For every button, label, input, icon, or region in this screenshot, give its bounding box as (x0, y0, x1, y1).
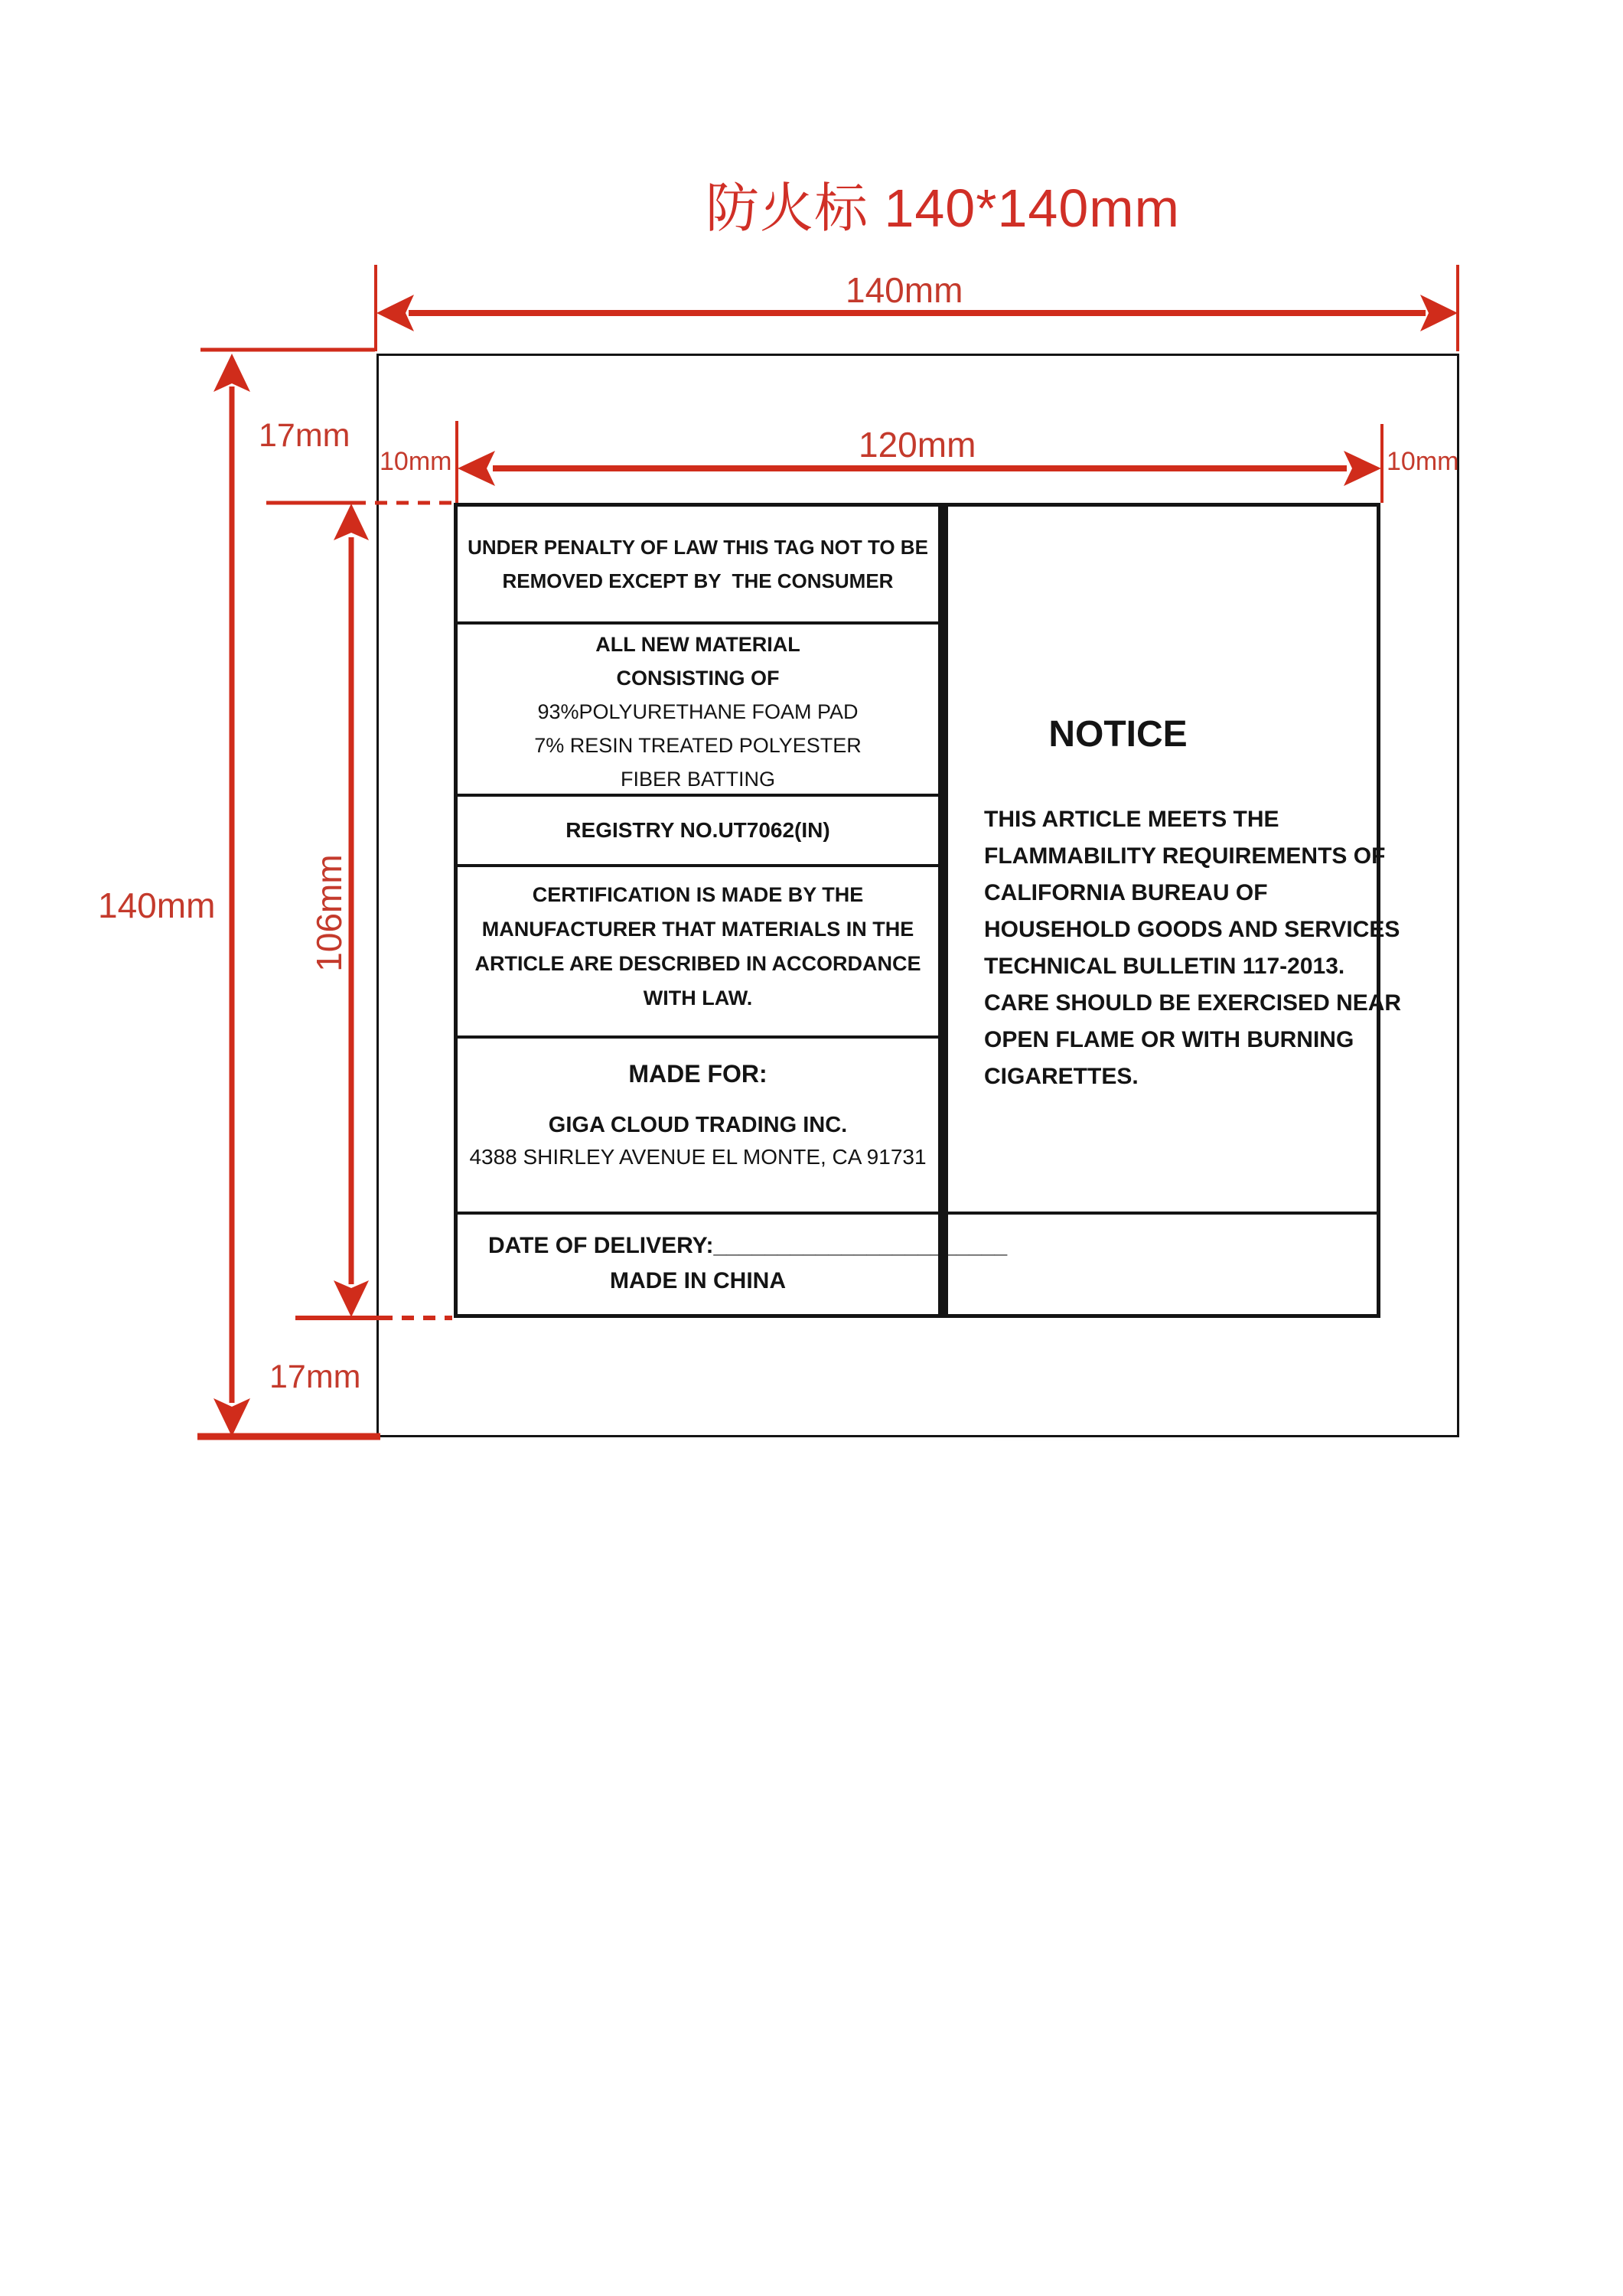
registry-number-text: REGISTRY NO.UT7062(IN) (565, 818, 830, 842)
date-of-delivery-label: DATE OF DELIVERY: (488, 1233, 714, 1258)
inner-print-area (454, 503, 1402, 1318)
made-in-china: MADE IN CHINA (610, 1268, 786, 1293)
registry-number (458, 797, 938, 864)
arrowhead-up (213, 354, 250, 392)
material-contents (458, 628, 938, 796)
row-divider-line-right (948, 1212, 1377, 1215)
row-divider-line (458, 864, 938, 867)
notice-body-line: CIGARETTES. (984, 1064, 1139, 1089)
notice-body-line: CALIFORNIA BUREAU OF (984, 880, 1268, 905)
notice-body-line: TECHNICAL BULLETIN 117-2013. (984, 954, 1345, 979)
notice-heading: NOTICE (1048, 714, 1188, 755)
dim-label-height-total: 140mm (98, 885, 216, 925)
arrowhead-right (1420, 295, 1458, 331)
date-of-delivery-blank: _______________________ (713, 1233, 1008, 1258)
law-tag-line: UNDER PENALTY OF LAW THIS TAG NOT TO BE (468, 536, 928, 559)
notice-body-line: OPEN FLAME OR WITH BURNING (984, 1027, 1354, 1052)
arrowhead-up (334, 504, 369, 540)
material-content-line: 7% RESIN TREATED POLYESTER (534, 734, 862, 757)
dim-label-height-inner: 106mm (309, 854, 349, 972)
notice-body-line: FLAMMABILITY REQUIREMENTS OF (984, 843, 1386, 869)
page-title: 防火标 140*140mm (706, 178, 1180, 238)
material-content-line: FIBER BATTING (620, 768, 775, 791)
certification-line: ARTICLE ARE DESCRIBED IN ACCORDANCE (474, 952, 921, 975)
law-tag-statement (458, 507, 938, 621)
dim-label-margin-top: 17mm (259, 417, 350, 454)
made-for-company: GIGA CLOUD TRADING INC. (548, 1113, 848, 1137)
law-tag-line: REMOVED EXCEPT BY THE CONSUMER (502, 569, 894, 592)
arrowhead-down (213, 1398, 250, 1437)
column-divider-line (938, 507, 948, 1314)
material-content-line: 93%POLYURETHANE FOAM PAD (537, 700, 859, 723)
dim-label-margin-bottom: 17mm (269, 1358, 361, 1395)
made-for-address: 4388 SHIRLEY AVENUE EL MONTE, CA 91731 (469, 1145, 927, 1169)
certification-line: MANUFACTURER THAT MATERIALS IN THE (481, 918, 914, 941)
certification-statement (458, 878, 938, 1016)
notice-body-line: HOUSEHOLD GOODS AND SERVICES (984, 917, 1400, 942)
notice-body (984, 801, 1401, 1095)
notice-body-line: THIS ARTICLE MEETS THE (984, 807, 1279, 832)
dim-label-margin-left: 10mm (380, 447, 452, 476)
made-for-section (458, 1039, 938, 1169)
notice-body-line: CARE SHOULD BE EXERCISED NEAR (984, 990, 1402, 1016)
row-divider-line (458, 621, 938, 625)
date-of-delivery-row (458, 1215, 1008, 1259)
material-heading-line: CONSISTING OF (616, 667, 780, 690)
dim-label-width-total: 140mm (846, 270, 963, 310)
delivery-section (458, 1215, 1008, 1314)
dim-label-margin-right: 10mm (1387, 447, 1459, 476)
arrowhead-left (376, 295, 414, 331)
dim-label-width-inner: 120mm (859, 425, 976, 465)
certification-line: WITH LAW. (643, 987, 753, 1009)
made-for-heading: MADE FOR: (628, 1060, 768, 1088)
arrowhead-down (334, 1280, 369, 1317)
material-heading-line: ALL NEW MATERIAL (595, 633, 800, 656)
certification-line: CERTIFICATION IS MADE BY THE (532, 883, 864, 906)
